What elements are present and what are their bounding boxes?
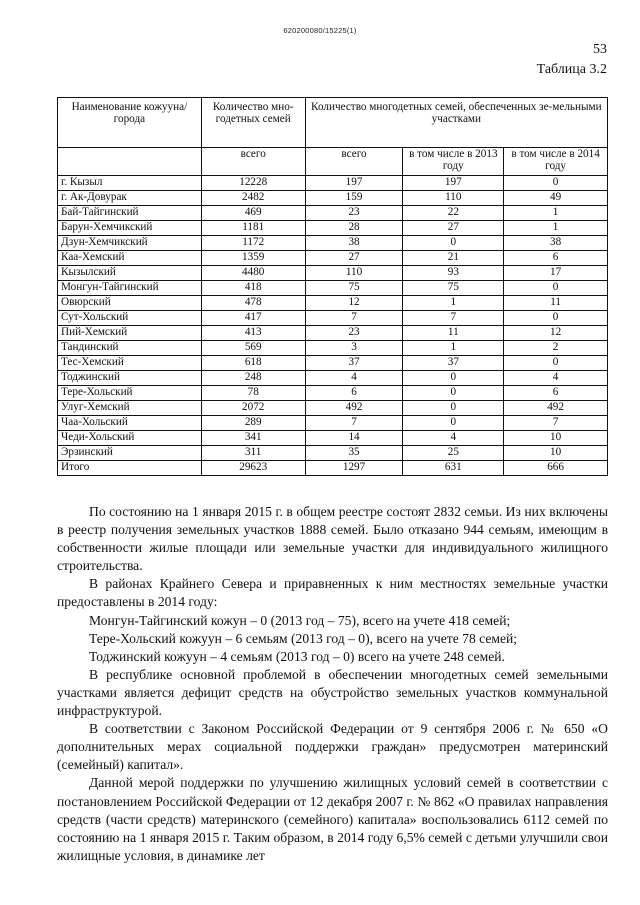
cell-y2014: 10 bbox=[504, 446, 608, 461]
table-row bbox=[58, 176, 608, 191]
cell-y2014: 7 bbox=[504, 416, 608, 431]
cell-y2013: 197 bbox=[403, 176, 504, 191]
cell-provided: 23 bbox=[305, 326, 403, 341]
paragraph: По состоянию на 1 января 2015 г. в общем реестре состоят 2832 семьи. Из них включены в реестр получения земельных участков 1888 семей. Было отказано 944 семьям, имеющим в собственности жилые площади или земельные участки для индивидуального жилищного строительства. bbox=[57, 504, 608, 574]
table-row bbox=[58, 416, 608, 431]
cell-provided: 3 bbox=[305, 341, 403, 356]
table-body bbox=[58, 176, 608, 476]
cell-y2014: 6 bbox=[504, 386, 608, 401]
cell-provided: 75 bbox=[305, 281, 403, 296]
cell-y2014: 11 bbox=[504, 296, 608, 311]
cell-y2014: 0 bbox=[504, 311, 608, 326]
cell-total: 248 bbox=[201, 371, 305, 386]
cell-name: Дзун-Хемчикский bbox=[58, 236, 202, 251]
cell-name: Бай-Тайгинский bbox=[58, 206, 202, 221]
cell-total: 618 bbox=[201, 356, 305, 371]
cell-name: Эрзинский bbox=[58, 446, 202, 461]
cell-provided: 14 bbox=[305, 431, 403, 446]
table-row bbox=[58, 386, 608, 401]
table-row bbox=[58, 221, 608, 236]
cell-y2013: 0 bbox=[403, 236, 504, 251]
col-families-total-subheader: всего bbox=[201, 148, 305, 176]
cell-y2014: 2 bbox=[504, 341, 608, 356]
cell-total: 478 bbox=[201, 296, 305, 311]
paragraph: В республике основной проблемой в обеспечении многодетных семей земельными участками является дефицит средств на обустройство земельных участков коммунальной инфраструктурой. bbox=[57, 666, 608, 719]
cell-provided: 4 bbox=[305, 371, 403, 386]
cell-total: 78 bbox=[201, 386, 305, 401]
table-row bbox=[58, 431, 608, 446]
cell-y2014: 6 bbox=[504, 251, 608, 266]
table-row bbox=[58, 461, 608, 476]
cell-provided: 6 bbox=[305, 386, 403, 401]
table-row bbox=[58, 446, 608, 461]
table-row bbox=[58, 311, 608, 326]
cell-y2014: 12 bbox=[504, 326, 608, 341]
page-number: 53 bbox=[593, 42, 607, 57]
col-district-subheader bbox=[58, 148, 202, 176]
table-row bbox=[58, 296, 608, 311]
cell-provided: 7 bbox=[305, 416, 403, 431]
cell-y2013: 110 bbox=[403, 191, 504, 206]
cell-y2014: 38 bbox=[504, 236, 608, 251]
cell-y2014: 4 bbox=[504, 371, 608, 386]
cell-provided: 492 bbox=[305, 401, 403, 416]
cell-provided: 110 bbox=[305, 266, 403, 281]
cell-name: Овюрский bbox=[58, 296, 202, 311]
cell-total: 12228 bbox=[201, 176, 305, 191]
cell-total: 413 bbox=[201, 326, 305, 341]
cell-provided: 27 bbox=[305, 251, 403, 266]
cell-y2013: 1 bbox=[403, 341, 504, 356]
paragraph: В соответствии с Законом Российской Федерации от 9 сентября 2006 г. № 650 «О дополнительных мерах социальной поддержки граждан» предусмотрен материнский (семейный) капитал». bbox=[57, 721, 608, 773]
cell-y2014: 0 bbox=[504, 356, 608, 371]
cell-name: Каа-Хемский bbox=[58, 251, 202, 266]
cell-y2013: 0 bbox=[403, 401, 504, 416]
cell-y2013: 7 bbox=[403, 311, 504, 326]
table-row bbox=[58, 326, 608, 341]
cell-provided: 28 bbox=[305, 221, 403, 236]
table-row bbox=[58, 356, 608, 371]
paragraph: Тоджинский кожуун – 4 семьям (2013 год – 0) всего на учете 248 семей. bbox=[89, 648, 505, 664]
cell-name: Чаа-Хольский bbox=[58, 416, 202, 431]
cell-name: Тоджинский bbox=[58, 371, 202, 386]
cell-total: 1181 bbox=[201, 221, 305, 236]
cell-total: 4480 bbox=[201, 266, 305, 281]
cell-provided: 1297 bbox=[305, 461, 403, 476]
paragraph: Тере-Хольский кожуун – 6 семьям (2013 год – 0), всего на учете 78 семей; bbox=[89, 630, 518, 646]
cell-provided: 23 bbox=[305, 206, 403, 221]
cell-y2013: 37 bbox=[403, 356, 504, 371]
cell-y2013: 4 bbox=[403, 431, 504, 446]
cell-total: 311 bbox=[201, 446, 305, 461]
cell-y2013: 0 bbox=[403, 371, 504, 386]
table-row bbox=[58, 341, 608, 356]
cell-total: 29623 bbox=[201, 461, 305, 476]
table-row bbox=[58, 371, 608, 386]
cell-name: Барун-Хемчикский bbox=[58, 221, 202, 236]
cell-y2013: 21 bbox=[403, 251, 504, 266]
cell-name: Пий-Хемский bbox=[58, 326, 202, 341]
cell-y2013: 22 bbox=[403, 206, 504, 221]
cell-total: 2072 bbox=[201, 401, 305, 416]
col-families-header: Количество мно-годетных семей bbox=[201, 98, 305, 148]
cell-provided: 37 bbox=[305, 356, 403, 371]
cell-provided: 12 bbox=[305, 296, 403, 311]
table-caption: Таблица 3.2 bbox=[536, 62, 607, 77]
families-table bbox=[57, 97, 608, 476]
cell-total: 341 bbox=[201, 431, 305, 446]
cell-provided: 7 bbox=[305, 311, 403, 326]
cell-y2013: 1 bbox=[403, 296, 504, 311]
cell-y2014: 1 bbox=[504, 206, 608, 221]
cell-total: 469 bbox=[201, 206, 305, 221]
cell-name: Улуг-Хемский bbox=[58, 401, 202, 416]
cell-name: г. Кызыл bbox=[58, 176, 202, 191]
cell-total: 2482 bbox=[201, 191, 305, 206]
cell-y2013: 93 bbox=[403, 266, 504, 281]
cell-name: Монгун-Тайгинский bbox=[58, 281, 202, 296]
paragraph: Монгун-Тайгинский кожун – 0 (2013 год – 75), всего на учете 418 семей; bbox=[89, 612, 511, 628]
cell-provided: 159 bbox=[305, 191, 403, 206]
cell-provided: 35 bbox=[305, 446, 403, 461]
table-row bbox=[58, 266, 608, 281]
paragraph: Данной мерой поддержки по улучшению жилищных условий семей в соответствии с постановлением Российской Федерации от 12 декабря 2007 г. № 862 «О правилах направления средств (части средств) материнского (семейного) капитала» воспользовались 6112 семей по состоянию на 1 января 2015 г. Таким образом, в 2014 году 6,5% семей с детьми улучшили свои жилищные условия, в динамике лет bbox=[57, 775, 608, 863]
cell-name: Тере-Хольский bbox=[58, 386, 202, 401]
table-row bbox=[58, 281, 608, 296]
cell-y2014: 0 bbox=[504, 176, 608, 191]
table-row bbox=[58, 401, 608, 416]
cell-y2013: 75 bbox=[403, 281, 504, 296]
col-2014-subheader: в том числе в 2014 году bbox=[504, 148, 608, 176]
cell-y2014: 666 bbox=[504, 461, 608, 476]
cell-name: Итого bbox=[58, 461, 202, 476]
document-id: 620200080/15225(1) bbox=[283, 26, 357, 35]
body-text bbox=[57, 503, 608, 865]
cell-y2013: 25 bbox=[403, 446, 504, 461]
cell-name: Кызылский bbox=[58, 266, 202, 281]
cell-y2014: 0 bbox=[504, 281, 608, 296]
col-provided-header: Количество многодетных семей, обеспеченных зе-мельными участками bbox=[305, 98, 607, 148]
paragraph: В районах Крайнего Севера и приравненных к ним местностях земельные участки предоставлены в 2014 году: bbox=[57, 576, 608, 610]
cell-name: г. Ак-Довурак bbox=[58, 191, 202, 206]
col-district-header: Наименование кожууна/города bbox=[58, 98, 202, 148]
cell-y2014: 17 bbox=[504, 266, 608, 281]
cell-y2013: 631 bbox=[403, 461, 504, 476]
table-row bbox=[58, 206, 608, 221]
cell-name: Чеди-Хольский bbox=[58, 431, 202, 446]
table-row bbox=[58, 236, 608, 251]
cell-name: Тандинский bbox=[58, 341, 202, 356]
col-provided-total-subheader: всего bbox=[305, 148, 403, 176]
cell-y2013: 11 bbox=[403, 326, 504, 341]
cell-name: Сут-Хольский bbox=[58, 311, 202, 326]
cell-total: 418 bbox=[201, 281, 305, 296]
col-2013-subheader: в том числе в 2013 году bbox=[403, 148, 504, 176]
table-row bbox=[58, 191, 608, 206]
cell-total: 1359 bbox=[201, 251, 305, 266]
cell-provided: 38 bbox=[305, 236, 403, 251]
cell-total: 289 bbox=[201, 416, 305, 431]
cell-provided: 197 bbox=[305, 176, 403, 191]
cell-y2014: 492 bbox=[504, 401, 608, 416]
cell-y2014: 10 bbox=[504, 431, 608, 446]
table-row bbox=[58, 251, 608, 266]
cell-name: Тес-Хемский bbox=[58, 356, 202, 371]
cell-y2013: 0 bbox=[403, 386, 504, 401]
cell-y2013: 27 bbox=[403, 221, 504, 236]
cell-y2013: 0 bbox=[403, 416, 504, 431]
cell-total: 417 bbox=[201, 311, 305, 326]
cell-y2014: 1 bbox=[504, 221, 608, 236]
cell-y2014: 49 bbox=[504, 191, 608, 206]
cell-total: 569 bbox=[201, 341, 305, 356]
cell-total: 1172 bbox=[201, 236, 305, 251]
